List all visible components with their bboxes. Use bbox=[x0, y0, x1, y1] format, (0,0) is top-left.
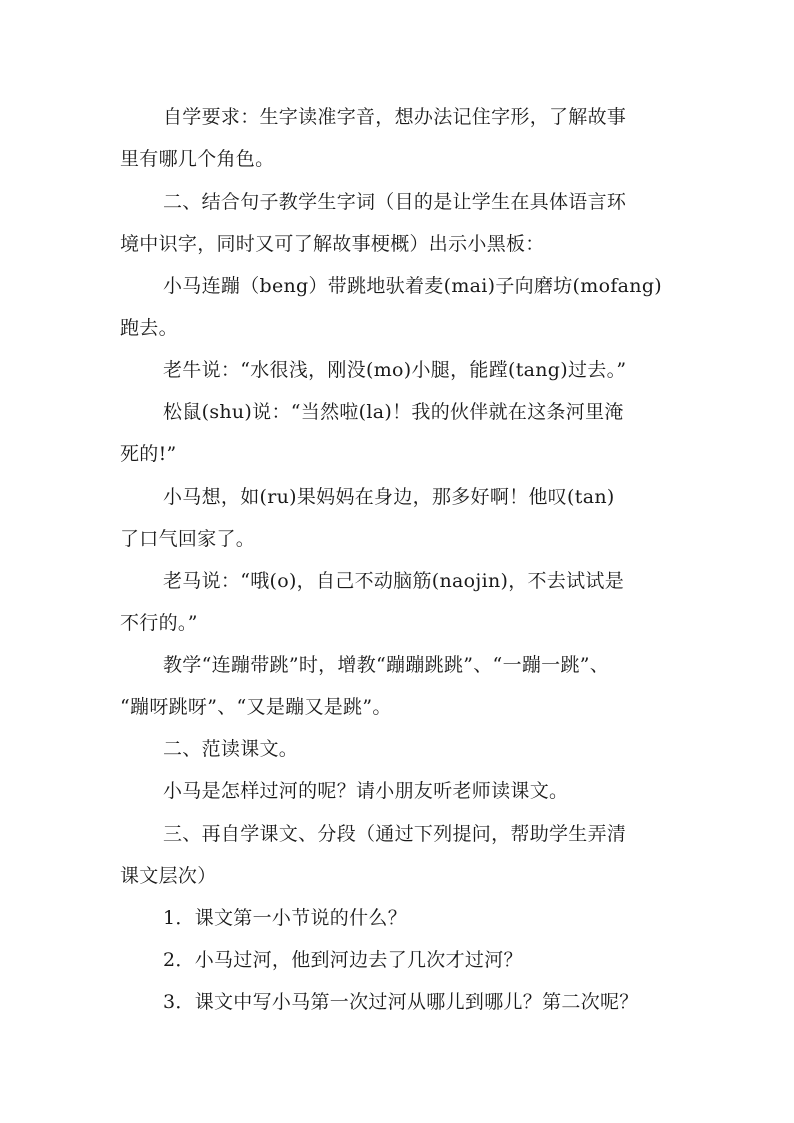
paragraph-line: 教学“连蹦带跳”时，增教“蹦蹦跳跳”、“一蹦一跳”、 bbox=[163, 654, 610, 676]
paragraph-line: 老牛说：“水很浅，刚没(mo)小腿，能蹚(tang)过去。” bbox=[163, 359, 627, 381]
paragraph-line: 小马连蹦（beng）带跳地驮着麦(mai)子向磨坊(mofang) bbox=[163, 275, 662, 297]
paragraph-line: 课文层次） bbox=[120, 865, 217, 887]
section-heading: 二、范读课文。 bbox=[163, 738, 299, 760]
list-item: 1．课文第一小节说的什么？ bbox=[163, 907, 407, 929]
paragraph-line: 二、结合句子教学生字词（目的是让学生在具体语言环 bbox=[163, 191, 627, 213]
paragraph-line: 小马想，如(ru)果妈妈在身边，那多好啊！他叹(tan) bbox=[163, 486, 615, 508]
paragraph-line: 跑去。 bbox=[120, 317, 178, 339]
paragraph-line: 死的!” bbox=[120, 443, 177, 465]
paragraph-line: 了口气回家了。 bbox=[120, 528, 256, 550]
paragraph-line: 松鼠(shu)说：“当然啦(la)！我的伙伴就在这条河里淹 bbox=[163, 401, 624, 423]
paragraph-line: “蹦呀跳呀”、“又是蹦又是跳”。 bbox=[120, 696, 392, 718]
paragraph-line: 小马是怎样过河的呢？请小朋友听老师读课文。 bbox=[163, 780, 569, 802]
paragraph-line: 里有哪几个角色。 bbox=[120, 148, 275, 170]
list-item: 3．课文中写小马第一次过河从哪儿到哪儿？第二次呢？ bbox=[163, 991, 639, 1013]
list-item: 2．小马过河，他到河边去了几次才过河？ bbox=[163, 949, 523, 971]
paragraph-line: 自学要求：生字读准字音，想办法记住字形，了解故事 bbox=[163, 106, 627, 128]
paragraph-line: 不行的。” bbox=[120, 612, 198, 634]
section-heading: 三、再自学课文、分段（通过下列提问，帮助学生弄清 bbox=[163, 823, 627, 845]
paragraph-line: 老马说：“哦(o)，自己不动脑筋(naojin)，不去试试是 bbox=[163, 570, 625, 592]
paragraph-line: 境中识字，同时又可了解故事梗概）出示小黑板： bbox=[120, 233, 545, 255]
